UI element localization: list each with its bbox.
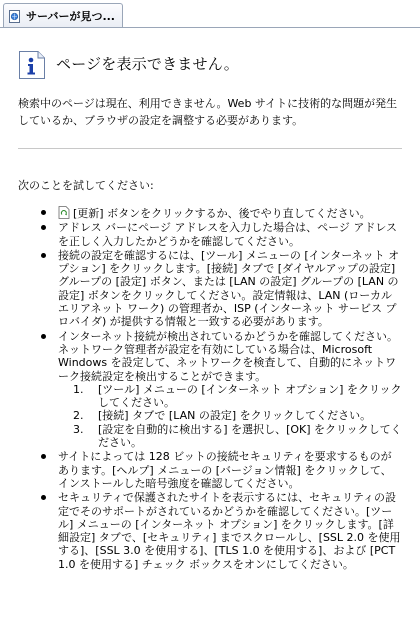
page-title: ページを表示できません。: [56, 55, 240, 73]
bullet-icon: [41, 225, 46, 230]
info-icon: [18, 50, 46, 80]
browser-tab[interactable]: [3, 3, 123, 28]
list-item: [58, 206, 402, 220]
step-number: 3.: [73, 422, 84, 436]
list-item-text: アドレス バーにページ アドレスを入力した場合は、ページ アドレスを正しく入力したかどうかを確認してください。: [58, 221, 398, 248]
divider: [18, 148, 402, 149]
bullet-icon: [41, 454, 46, 459]
page-heading: [18, 50, 239, 80]
bullet-icon: [41, 334, 46, 339]
step-number: 2.: [73, 409, 84, 423]
suggestion-list: [58, 206, 402, 572]
page-icon: [8, 9, 22, 23]
tab-title: サーバーが見つ...: [26, 10, 115, 23]
list-item-text: サイトによっては 128 ビットの接続セキュリティを要求するものがあります。[ヘルプ] メニューの [バージョン情報] をクリックして、インストールした暗号強度を確認してください。: [58, 450, 392, 490]
numbered-steps: [58, 383, 402, 449]
list-item-text: セキュリティで保護されたサイトを表示するには、セキュリティの設定でそのサポートがされているかどうかを確認してください。[ツール] メニューの [インターネット オプション] をクリックします。[詳細設定] タブで、[セキュリティ] までスクロールし、[SSL 2.0 を使用する]、[SSL 3.0 を使用する]、[TLS 1.0 を使用する]、および [PCT 1.0 を使用する] チェック ボックスをオンにしてください。: [58, 491, 401, 571]
bullet-icon: [41, 495, 46, 500]
try-heading: 次のことを試してください:: [18, 179, 154, 192]
list-item: [58, 330, 402, 450]
list-item-text: [更新] ボタンをクリックするか、後でやり直してください。: [73, 207, 371, 220]
list-item-text: 接続の設定を確認するには、[ツール] メニューの [インターネット オプション] をクリックします。[接続] タブで [ダイヤルアップの設定] グループの [設定] ボタン、または [LAN の設定] グループの [LAN の設定] ボタンをクリックしてください。設定情報は、LAN (ローカル エリアネット ワーク) の管理者か、ISP (インターネット サービス プロバイダ) が提供する情報と一致する必要があります。: [58, 248, 400, 329]
list-item: [58, 249, 402, 329]
list-item: [58, 221, 402, 248]
tab-bar: [0, 0, 420, 28]
step-text: [設定を自動的に検出する] を選択し、[OK] をクリックしてください。: [98, 422, 402, 450]
list-item: [58, 491, 402, 571]
step-text: [接続] タブで [LAN の設定] をクリックしてください。: [98, 409, 372, 423]
refresh-icon: [58, 206, 70, 219]
list-item: [58, 450, 402, 490]
bullet-icon: [41, 253, 46, 258]
step-text: [ツール] メニューの [インターネット オプション] をクリックしてください。: [98, 382, 402, 410]
step-item: [58, 383, 402, 410]
step-item: [58, 409, 402, 422]
list-item-text: インターネット接続が検出されているかどうかを確認してください。ネットワーク管理者が設定を有効にしている場合は、Microsoft Windows を設定して、ネットワークを検査して、自動的にネットワーク接続設定を検出することができます。: [58, 329, 399, 383]
step-item: [58, 423, 402, 450]
error-page: [0, 28, 420, 619]
bullet-icon: [41, 210, 46, 215]
step-number: 1.: [73, 382, 84, 396]
intro-text: 検索中のページは現在、利用できません。Web サイトに技術的な問題が発生しているか、ブラウザの設定を調整する必要があります。: [18, 97, 398, 127]
